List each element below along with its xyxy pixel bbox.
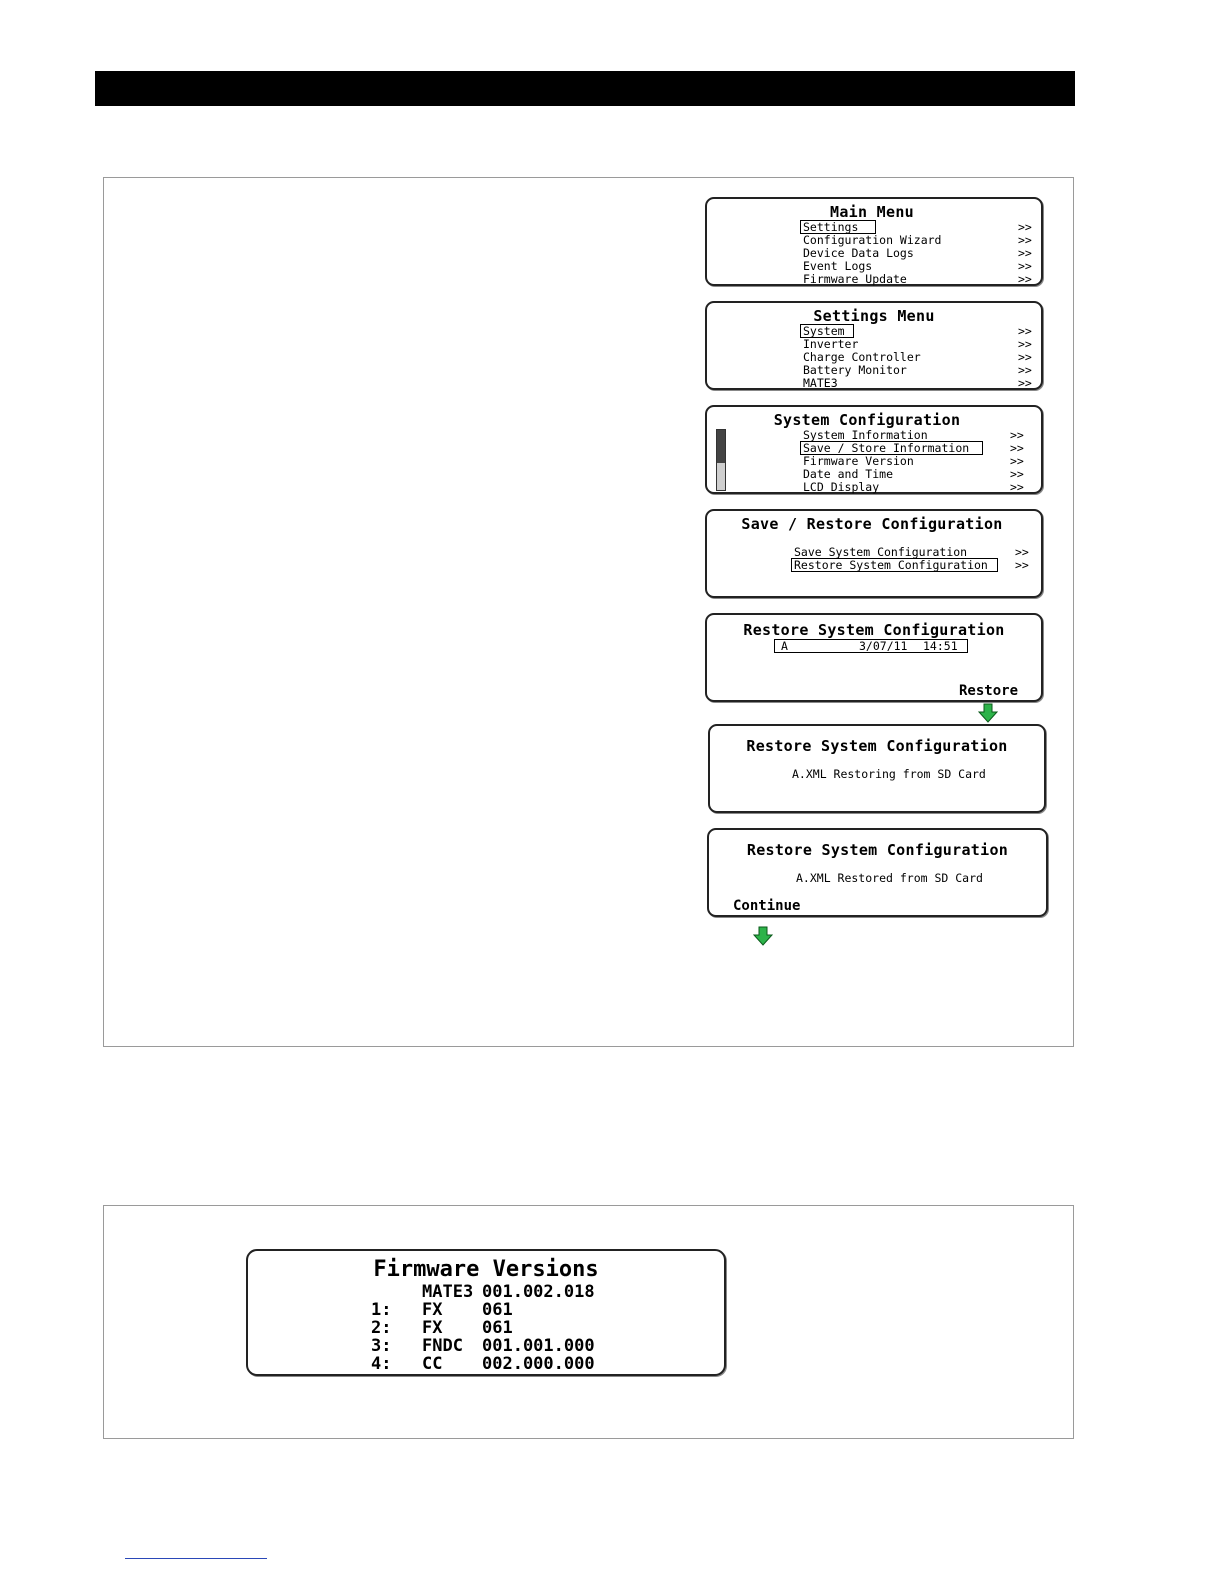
file-name: A <box>781 639 788 653</box>
menu-arrow: >> <box>1018 233 1032 247</box>
menu-arrow: >> <box>1018 337 1032 351</box>
footer-link-underline[interactable] <box>125 1558 267 1559</box>
menu-item-settings[interactable]: Settings <box>801 221 875 233</box>
fw-version: 001.001.000 <box>482 1336 595 1356</box>
restore-button[interactable]: Restore <box>959 683 1019 699</box>
settings-menu-screen <box>705 301 1043 390</box>
menu-item-inverter[interactable]: Inverter <box>803 337 859 351</box>
fw-version: 061 <box>482 1300 513 1320</box>
restoring-screen <box>708 724 1046 813</box>
screen-title: System Configuration <box>773 411 961 429</box>
status-message: A.XML Restoring from SD Card <box>792 767 986 781</box>
system-configuration-screen <box>705 405 1043 494</box>
scroll-thumb[interactable] <box>717 430 725 463</box>
menu-item-firmware-version[interactable]: Firmware Version <box>803 454 914 468</box>
down-arrow-icon <box>753 926 773 946</box>
menu-item-event-logs[interactable]: Event Logs <box>803 259 873 273</box>
fw-device: MATE3 <box>422 1282 474 1302</box>
menu-item-battery-monitor[interactable]: Battery Monitor <box>803 363 907 377</box>
screen-title: Restore System Configuration <box>743 621 1005 639</box>
menu-item-system-information[interactable]: System Information <box>803 428 928 442</box>
menu-arrow: >> <box>1018 272 1032 286</box>
screen-title: Settings Menu <box>813 307 935 325</box>
menu-arrow: >> <box>1018 376 1032 390</box>
menu-arrow: >> <box>1018 324 1032 338</box>
down-arrow-icon <box>978 703 998 723</box>
file-date: 3/07/11 <box>859 639 908 653</box>
fw-device: CC <box>422 1354 443 1374</box>
fw-device: FX <box>422 1300 443 1320</box>
menu-item-configuration-wizard[interactable]: Configuration Wizard <box>803 233 942 247</box>
menu-item-system[interactable]: System <box>801 325 853 337</box>
menu-item-firmware-update[interactable]: Firmware Update <box>803 272 907 286</box>
menu-item-charge-controller[interactable]: Charge Controller <box>803 350 921 364</box>
fw-port: 2: <box>371 1318 392 1338</box>
restore-select-screen <box>705 613 1043 702</box>
save-restore-screen <box>705 509 1043 598</box>
fw-port: 4: <box>371 1354 392 1374</box>
fw-device: FX <box>422 1318 443 1338</box>
menu-arrow: >> <box>1018 246 1032 260</box>
menu-arrow: >> <box>1015 545 1029 559</box>
screen-title: Restore System Configuration <box>746 737 1008 755</box>
continue-button[interactable]: Continue <box>733 898 801 914</box>
restored-screen <box>707 828 1048 917</box>
scrollbar[interactable] <box>716 429 726 491</box>
menu-arrow: >> <box>1018 259 1032 273</box>
menu-arrow: >> <box>1010 480 1024 494</box>
firmware-versions-screen <box>246 1249 726 1376</box>
menu-arrow: >> <box>1015 558 1029 572</box>
fw-version: 061 <box>482 1318 513 1338</box>
fw-version: 001.002.018 <box>482 1282 595 1302</box>
screen-title: Main Menu <box>830 203 914 221</box>
menu-arrow: >> <box>1010 428 1024 442</box>
header-bar <box>95 71 1075 106</box>
menu-arrow: >> <box>1010 454 1024 468</box>
fw-port: 1: <box>371 1300 392 1320</box>
screen-title: Save / Restore Configuration <box>741 515 1003 533</box>
fw-port: 3: <box>371 1336 392 1356</box>
menu-item-restore-system-configuration[interactable]: Restore System Configuration <box>792 559 997 571</box>
menu-item-lcd-display[interactable]: LCD Display <box>803 480 880 494</box>
menu-arrow: >> <box>1018 363 1032 377</box>
fw-device: FNDC <box>422 1336 463 1356</box>
file-time: 14:51 <box>923 639 958 653</box>
menu-arrow: >> <box>1010 467 1024 481</box>
status-message: A.XML Restored from SD Card <box>796 871 983 885</box>
menu-item-device-data-logs[interactable]: Device Data Logs <box>803 246 914 260</box>
menu-item-mate3[interactable]: MATE3 <box>803 376 838 390</box>
main-menu-screen <box>705 197 1043 286</box>
menu-item-save-system-configuration[interactable]: Save System Configuration <box>794 545 968 559</box>
fw-version: 002.000.000 <box>482 1354 595 1374</box>
menu-arrow: >> <box>1018 220 1032 234</box>
menu-item-date-and-time[interactable]: Date and Time <box>803 467 894 481</box>
screen-title: Firmware Versions <box>373 1257 599 1282</box>
menu-arrow: >> <box>1018 350 1032 364</box>
menu-item-save-store-information[interactable]: Save / Store Information <box>801 442 982 454</box>
restore-file-row[interactable] <box>775 640 967 652</box>
menu-arrow: >> <box>1010 441 1024 455</box>
screen-title: Restore System Configuration <box>746 841 1009 859</box>
